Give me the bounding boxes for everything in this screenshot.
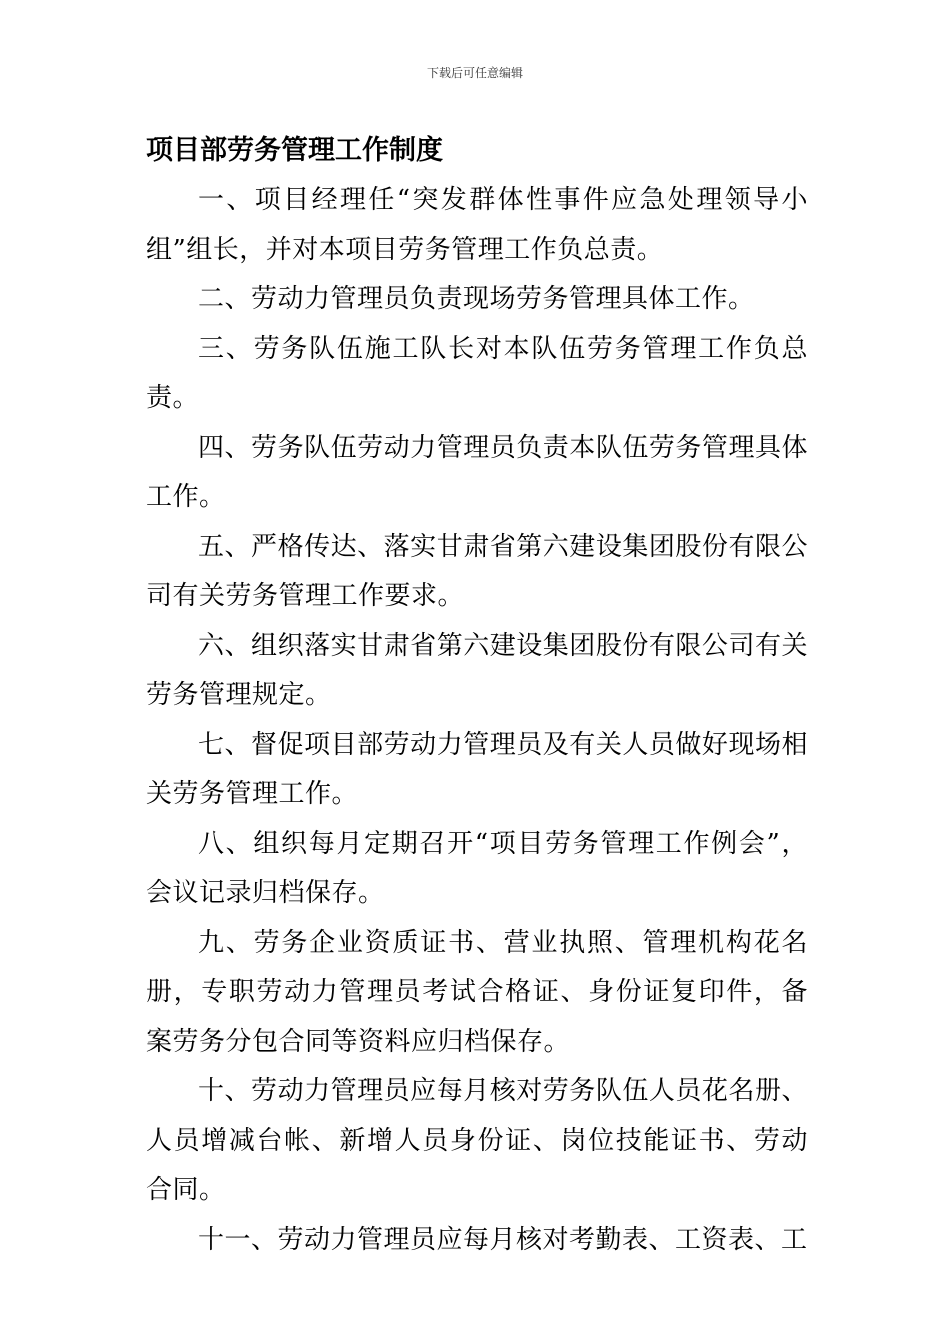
paragraph-6: 六、组织落实甘肃省第六建设集团股份有限公司有关劳务管理规定。 — [146, 630, 808, 710]
paragraph-11: 十一、劳动力管理员应每月核对考勤表、工资表、工 — [198, 1224, 808, 1255]
paragraph-9: 九、劳务企业资质证书、营业执照、管理机构花名册，专职劳动力管理员考试合格证、身份证复印件，备案劳务分包合同等资料应归档保存。 — [146, 927, 808, 1057]
paragraph-3: 三、劳务队伍施工队长对本队伍劳务管理工作负总责。 — [146, 333, 808, 413]
paragraph-2: 二、劳动力管理员负责现场劳务管理具体工作。 — [198, 284, 755, 314]
paragraph-8: 八、组织每月定期召开“项目劳务管理工作例会”，会议记录归档保存。 — [146, 828, 808, 908]
paragraph-4: 四、劳务队伍劳动力管理员负责本队伍劳务管理具体工作。 — [146, 432, 808, 512]
document-body — [146, 176, 808, 1265]
paragraph-1: 一、项目经理任“突发群体性事件应急处理领导小组”组长，并对本项目劳务管理工作负总责。 — [146, 185, 808, 265]
paragraph-5: 五、严格传达、落实甘肃省第六建设集团股份有限公司有关劳务管理工作要求。 — [146, 531, 808, 611]
document-title: 项目部劳务管理工作制度 — [146, 135, 443, 166]
header-note: 下载后可任意编辑 — [426, 66, 523, 80]
paragraph-10: 十、劳动力管理员应每月核对劳务队伍人员花名册、人员增减台帐、新增人员身份证、岗位技能证书、劳动合同。 — [146, 1076, 808, 1205]
paragraph-7: 七、督促项目部劳动力管理员及有关人员做好现场相关劳务管理工作。 — [146, 729, 808, 809]
